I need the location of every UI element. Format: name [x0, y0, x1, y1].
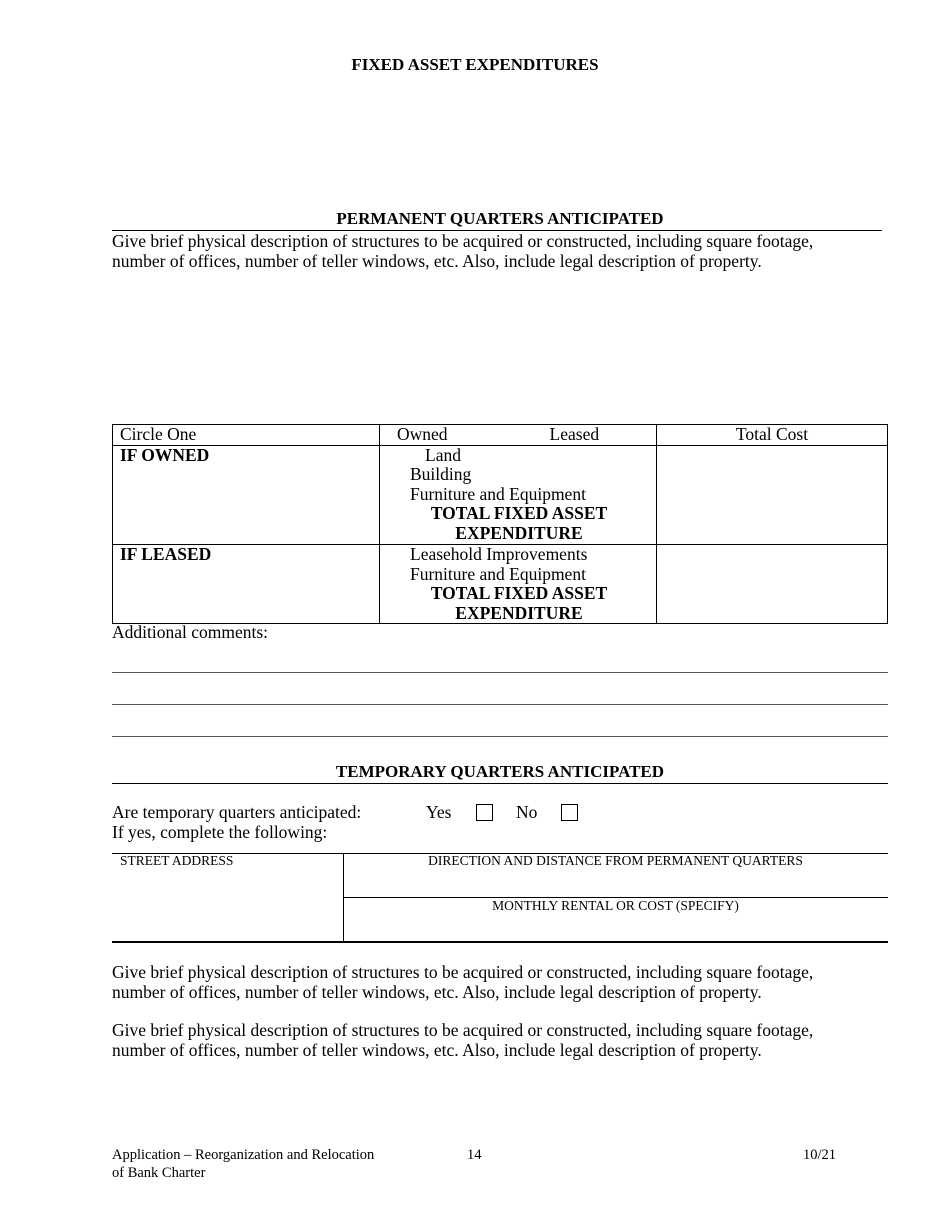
- permanent-description-line2: number of offices, number of teller windows, etc. Also, include legal description of property.: [112, 251, 762, 271]
- leased-total-line1: TOTAL FIXED ASSET: [430, 583, 608, 603]
- leased-items: [380, 545, 657, 624]
- comment-line-2[interactable]: [112, 704, 888, 705]
- leased-item-leasehold: Leasehold Improvements: [410, 544, 588, 564]
- comment-line-1[interactable]: [112, 672, 888, 673]
- option-leased[interactable]: Leased: [549, 424, 600, 444]
- yes-option: [426, 802, 451, 822]
- table-row-leased: [113, 545, 888, 624]
- yes-checkbox[interactable]: [476, 803, 493, 821]
- footer-doc-line2: of Bank Charter: [112, 1165, 206, 1181]
- no-label: No: [516, 802, 538, 822]
- leased-total-cost-cell[interactable]: [657, 545, 888, 624]
- page-title: FIXED ASSET EXPENDITURES: [351, 55, 599, 74]
- header-total-cost: Total Cost: [657, 425, 888, 446]
- footer-document-title: [112, 1146, 374, 1182]
- temporary-description-1-line2: number of offices, number of teller windows, etc. Also, include legal description of property.: [112, 982, 762, 1002]
- address-grid-bottom-rule: [112, 941, 888, 943]
- owned-label: IF OWNED: [113, 445, 380, 545]
- temporary-question-block: [112, 802, 361, 842]
- permanent-description-line1: Give brief physical description of structures to be acquired or constructed, including square footage,: [112, 231, 814, 251]
- temporary-description-1-line1: Give brief physical description of structures to be acquired or constructed, including square footage,: [112, 962, 814, 982]
- footer-page-number: 14: [467, 1147, 482, 1163]
- header-owned-leased: [380, 425, 657, 446]
- temporary-description-2-line1: Give brief physical description of structures to be acquired or constructed, including square footage,: [112, 1020, 814, 1040]
- owned-total-line1: TOTAL FIXED ASSET: [430, 503, 608, 523]
- footer-revision: 10/21: [803, 1147, 837, 1163]
- comments-label: Additional comments:: [112, 622, 269, 642]
- owned-total-cost-cell[interactable]: [657, 445, 888, 545]
- street-address-label: STREET ADDRESS: [120, 853, 234, 868]
- temporary-question: Are temporary quarters anticipated:: [112, 802, 362, 822]
- footer-doc-line1: Application – Reorganization and Relocation: [112, 1147, 375, 1163]
- owned-item-building: Building: [410, 464, 472, 484]
- temporary-description-2: [112, 1020, 882, 1060]
- fixed-asset-table: [112, 424, 888, 624]
- temporary-description-2-line2: number of offices, number of teller windows, etc. Also, include legal description of property.: [112, 1040, 762, 1060]
- owned-item-land: Land: [425, 444, 461, 465]
- no-checkbox[interactable]: [561, 803, 578, 821]
- leased-item-furniture: Furniture and Equipment: [410, 563, 586, 584]
- owned-total-line2: EXPENDITURE: [455, 522, 583, 543]
- permanent-description: [112, 231, 882, 271]
- monthly-rental-label: MONTHLY RENTAL OR COST (SPECIFY): [492, 898, 739, 913]
- owned-item-furniture: Furniture and Equipment: [410, 483, 586, 504]
- header-circle-one: Circle One: [113, 425, 380, 446]
- direction-distance-label: DIRECTION AND DISTANCE FROM PERMANENT QUARTERS: [428, 853, 803, 868]
- leased-total-line2: EXPENDITURE: [455, 602, 583, 623]
- no-option: [516, 802, 537, 822]
- temporary-quarters-heading: TEMPORARY QUARTERS ANTICIPATED: [335, 762, 665, 781]
- table-row-owned: [113, 445, 888, 545]
- yes-label: Yes: [426, 802, 452, 822]
- owned-items: [380, 445, 657, 545]
- permanent-quarters-heading: PERMANENT QUARTERS ANTICIPATED: [336, 209, 664, 228]
- temporary-heading-rule: [112, 783, 888, 784]
- temporary-description-1: [112, 962, 882, 1002]
- table-header-row: [113, 425, 888, 446]
- leased-label: IF LEASED: [113, 545, 380, 624]
- option-owned[interactable]: Owned: [397, 424, 448, 444]
- temporary-followup: If yes, complete the following:: [112, 822, 328, 842]
- comment-line-3[interactable]: [112, 736, 888, 737]
